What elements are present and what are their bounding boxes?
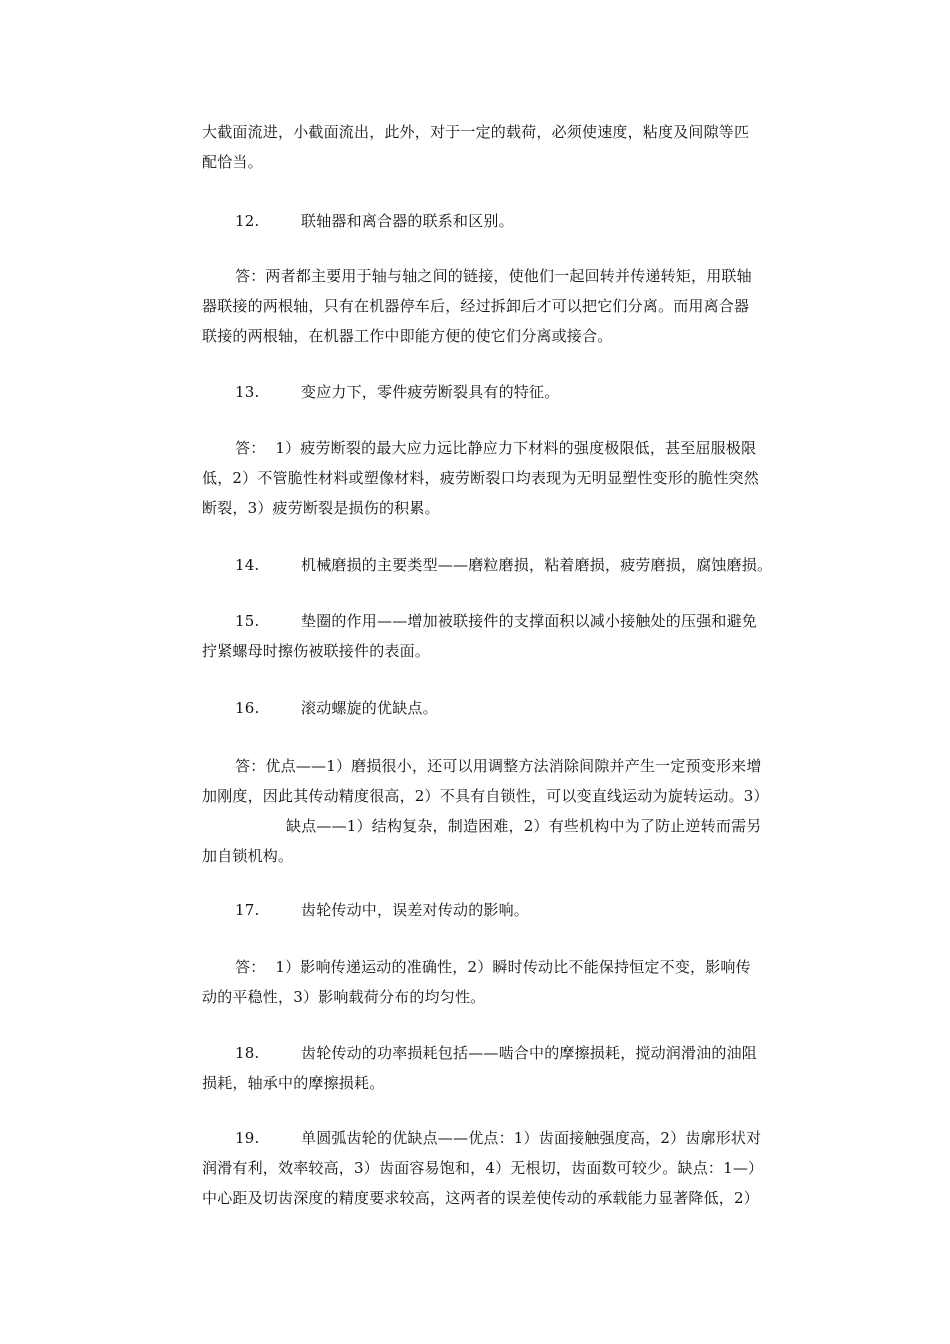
item-16-answer — [202, 751, 812, 871]
item-12-number: 12. — [235, 212, 260, 230]
item-13-answer — [202, 433, 812, 523]
item-19-number: 19. — [235, 1129, 260, 1147]
item-17-answer-line-1: 答： 1）影响传递运动的准确性，2）瞬时传动比不能保持恒定不变，影响传 — [235, 958, 751, 976]
item-19-line-2: 润滑有利，效率较高，3）齿面容易饱和，4）无根切，齿面数可较少。缺点：1—） — [202, 1159, 764, 1177]
item-18-line-2: 损耗，轴承中的摩擦损耗。 — [202, 1074, 385, 1092]
item-16-answer-line-4: 加自锁机构。 — [202, 847, 294, 865]
item-15-title: 垫圈的作用——增加被联接件的支撑面积以减小接触处的压强和避免 — [301, 612, 758, 630]
item-13-answer-line-1: 答： 1）疲劳断裂的最大应力远比静应力下材料的强度极限低，甚至屈服极限 — [235, 439, 757, 457]
item-12-heading — [202, 206, 812, 236]
item-13-heading — [202, 377, 812, 407]
item-17-title: 齿轮传动中，误差对传动的影响。 — [301, 901, 530, 919]
item-16-answer-line-1: 答：优点——1）磨损很小，还可以用调整方法消除间隙并产生一定预变形来增 — [235, 757, 762, 775]
item-17-number: 17. — [235, 901, 260, 919]
item-15-number: 15. — [235, 612, 260, 630]
intro-line-1: 大截面流进，小截面流出，此外，对于一定的载荷，必须使速度，粘度及间隙等匹 — [202, 123, 750, 141]
item-12-answer — [202, 261, 812, 351]
item-16-title: 滚动螺旋的优缺点。 — [301, 699, 438, 717]
item-12-answer-line-1: 答：两者都主要用于轴与轴之间的链接，使他们一起回转并传递转矩，用联轴 — [235, 267, 752, 285]
item-18-number: 18. — [235, 1044, 260, 1062]
item-15 — [202, 606, 812, 666]
item-14-title: 机械磨损的主要类型——磨粒磨损，粘着磨损，疲劳磨损，腐蚀磨损。 — [301, 556, 773, 574]
item-18-title: 齿轮传动的功率损耗包括——啮合中的摩擦损耗，搅动润滑油的油阻 — [301, 1044, 758, 1062]
item-18 — [202, 1038, 812, 1098]
intro-paragraph — [202, 117, 812, 177]
item-13-number: 13. — [235, 383, 260, 401]
item-14-number: 14. — [235, 556, 260, 574]
item-19 — [202, 1123, 812, 1213]
item-15-line-2: 拧紧螺母时擦伤被联接件的表面。 — [202, 642, 431, 660]
item-12-answer-line-3: 联接的两根轴，在机器工作中即能方便的使它们分离或接合。 — [202, 327, 613, 345]
item-19-title: 单圆弧齿轮的优缺点——优点：1）齿面接触强度高，2）齿廓形状对 — [301, 1129, 762, 1147]
item-13-answer-line-3: 断裂，3）疲劳断裂是损伤的积累。 — [202, 499, 440, 517]
item-13-title: 变应力下，零件疲劳断裂具有的特征。 — [301, 383, 560, 401]
item-14 — [202, 550, 812, 580]
item-17-answer-line-2: 动的平稳性，3）影响载荷分布的均匀性。 — [202, 988, 486, 1006]
intro-line-2: 配恰当。 — [202, 153, 263, 171]
item-16-answer-line-2: 加刚度，因此其传动精度很高，2）不具有自锁性，可以变直线运动为旋转运动。3） — [202, 787, 769, 805]
item-12-answer-line-2: 器联接的两根轴，只有在机器停车后，经过拆卸后才可以把它们分离。而用离合器 — [202, 297, 750, 315]
item-17-answer — [202, 952, 812, 1012]
item-16-heading — [202, 693, 812, 723]
item-17-heading — [202, 895, 812, 925]
item-13-answer-line-2: 低，2）不管脆性材料或塑像材料，疲劳断裂口均表现为无明显塑性变形的脆性突然 — [202, 469, 759, 487]
item-19-line-3: 中心距及切齿深度的精度要求较高，这两者的误差使传动的承载能力显著降低，2） — [202, 1189, 759, 1207]
item-12-title: 联轴器和离合器的联系和区别。 — [301, 212, 514, 230]
item-16-number: 16. — [235, 699, 260, 717]
item-16-answer-line-3: 缺点——1）结构复杂，制造困难，2）有些机构中为了防止逆转而需另 — [286, 817, 762, 835]
